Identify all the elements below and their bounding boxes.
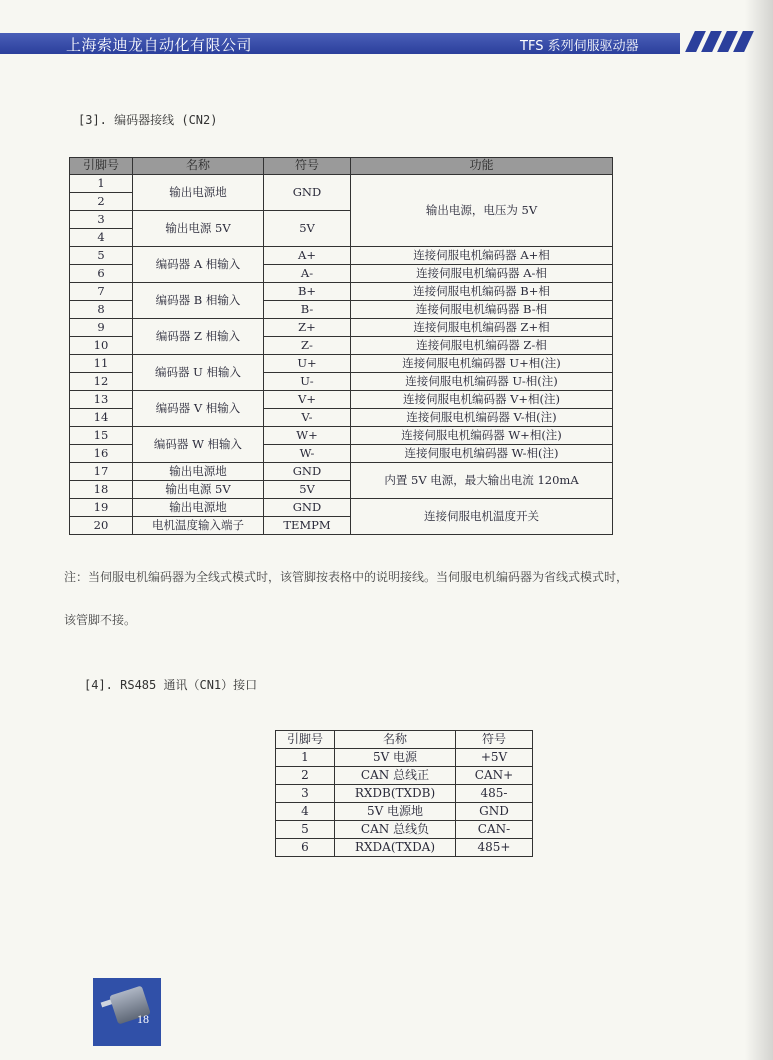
pin-number: 5 [276,821,335,839]
table-row [276,839,533,857]
pin-symbol: 5V [264,211,351,247]
note-line-2: 该管脚不接。 [64,613,137,627]
document-title: TFS 系列伺服驱动器 [520,39,639,54]
pin-symbol: V- [264,409,351,427]
pin-number: 12 [70,373,133,391]
pin-name: CAN 总线正 [335,767,456,785]
pin-symbol: A+ [264,247,351,265]
column-header: 名称 [133,158,264,175]
pin-name: 5V 电源 [335,749,456,767]
pin-function: 连接伺服电机温度开关 [351,499,613,535]
column-header: 符号 [264,158,351,175]
pin-number: 11 [70,355,133,373]
pin-symbol: A- [264,265,351,283]
company-name: 上海索迪龙自动化有限公司 [66,36,253,54]
pin-symbol: GND [264,175,351,211]
pin-number: 3 [276,785,335,803]
pin-name: 编码器 W 相输入 [133,427,264,463]
pin-number: 20 [70,517,133,535]
pin-name: CAN 总线负 [335,821,456,839]
pin-name: 电机温度输入端子 [133,517,264,535]
pin-function: 内置 5V 电源，最大输出电流 120mA [351,463,613,499]
pin-symbol: B- [264,301,351,319]
pin-number: 9 [70,319,133,337]
table-row [276,767,533,785]
pin-name: 输出电源地 [133,175,264,211]
pin-name: 输出电源地 [133,499,264,517]
pin-number: 17 [70,463,133,481]
note-line-1: 注：当伺服电机编码器为全线式模式时，该管脚按表格中的说明接线。当伺服电机编码器为省线式模式时， [64,570,629,584]
pin-symbol: GND [264,499,351,517]
cn1-pin-table [275,730,533,857]
pin-name: 5V 电源地 [335,803,456,821]
pin-number: 2 [70,193,133,211]
pin-symbol: 5V [264,481,351,499]
pin-number: 13 [70,391,133,409]
pin-name: RXDB(TXDB) [335,785,456,803]
pin-number: 6 [70,265,133,283]
pin-function: 连接伺服电机编码器 U+相(注) [351,355,613,373]
table-row [276,785,533,803]
pin-name: 编码器 U 相输入 [133,355,264,391]
column-header: 功能 [351,158,613,175]
pin-function: 连接伺服电机编码器 B+相 [351,283,613,301]
pin-number: 1 [276,749,335,767]
pin-symbol: W- [264,445,351,463]
pin-function: 连接伺服电机编码器 B-相 [351,301,613,319]
pin-symbol: U+ [264,355,351,373]
cn2-pin-table [69,157,613,535]
pin-number: 6 [276,839,335,857]
pin-number: 5 [70,247,133,265]
column-header: 引脚号 [276,731,335,749]
pin-number: 4 [276,803,335,821]
column-header: 名称 [335,731,456,749]
pin-number: 16 [70,445,133,463]
pin-number: 8 [70,301,133,319]
pin-symbol: W+ [264,427,351,445]
pin-number: 4 [70,229,133,247]
pin-symbol: GND [456,803,533,821]
pin-name: 输出电源地 [133,463,264,481]
table-row [276,821,533,839]
pin-number: 15 [70,427,133,445]
pin-symbol: 485- [456,785,533,803]
pin-number: 14 [70,409,133,427]
column-header: 引脚号 [70,158,133,175]
pin-function: 输出电源，电压为 5V [351,175,613,247]
pin-number: 2 [276,767,335,785]
pin-number: 19 [70,499,133,517]
pin-symbol: TEMPM [264,517,351,535]
pin-symbol: U- [264,373,351,391]
pin-name: 编码器 B 相输入 [133,283,264,319]
pin-symbol: Z+ [264,319,351,337]
pin-function: 连接伺服电机编码器 W+相(注) [351,427,613,445]
pin-symbol: CAN- [456,821,533,839]
column-header: 符号 [456,731,533,749]
pin-symbol: V+ [264,391,351,409]
pin-symbol: 485+ [456,839,533,857]
pin-name: 输出电源 5V [133,481,264,499]
page-edge-shadow [745,0,773,1060]
pin-name: 编码器 Z 相输入 [133,319,264,355]
page-badge [93,978,161,1046]
pin-number: 3 [70,211,133,229]
pin-name: 编码器 V 相输入 [133,391,264,427]
pin-function: 连接伺服电机编码器 Z+相 [351,319,613,337]
table-row [276,749,533,767]
pin-symbol: B+ [264,283,351,301]
pin-symbol: CAN+ [456,767,533,785]
pin-name: 编码器 A 相输入 [133,247,264,283]
pin-function: 连接伺服电机编码器 Z-相 [351,337,613,355]
pin-name: RXDA(TXDA) [335,839,456,857]
pin-symbol: GND [264,463,351,481]
pin-function: 连接伺服电机编码器 A-相 [351,265,613,283]
pin-number: 10 [70,337,133,355]
pin-function: 连接伺服电机编码器 W-相(注) [351,445,613,463]
pin-name: 输出电源 5V [133,211,264,247]
pin-number: 1 [70,175,133,193]
pin-function: 连接伺服电机编码器 U-相(注) [351,373,613,391]
pin-symbol: +5V [456,749,533,767]
pin-function: 连接伺服电机编码器 A+相 [351,247,613,265]
table-row [276,803,533,821]
section-heading-cn2: [3]. 编码器接线 (CN2) [78,113,218,127]
page-number: 18 [137,1012,149,1026]
pin-function: 连接伺服电机编码器 V+相(注) [351,391,613,409]
pin-symbol: Z- [264,337,351,355]
pin-function: 连接伺服电机编码器 V-相(注) [351,409,613,427]
section-heading-cn1: [4]. RS485 通讯（CN1）接口 [84,678,258,692]
pin-number: 18 [70,481,133,499]
pin-number: 7 [70,283,133,301]
